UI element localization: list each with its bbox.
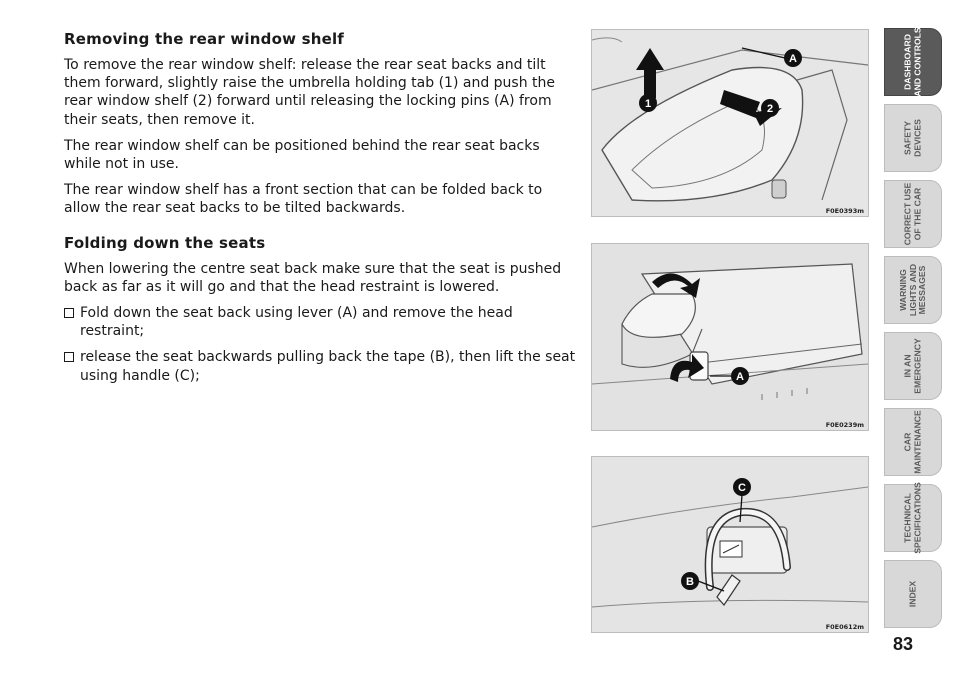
- paragraph: The rear window shelf has a front section that can be folded back to allow the rear seat backs to be tilted backwards.: [64, 182, 543, 217]
- callout-label: A: [736, 371, 744, 383]
- figure-code: F0E0393m: [825, 207, 864, 215]
- tab-technical-specifications[interactable]: TECHNICAL SPECIFICATIONS: [884, 484, 942, 552]
- figure-code: F0E0612m: [825, 623, 864, 631]
- seat-handle-illustration: [592, 457, 868, 632]
- callout-label: 1: [644, 98, 652, 110]
- figure-seat-handle: [591, 456, 869, 633]
- list-item: Fold down the seat back using lever (A) and remove the head restraint;: [64, 304, 579, 340]
- paragraph: The rear window shelf can be positioned behind the rear seat backs while not in use.: [64, 137, 540, 173]
- section-heading-rear-window-shelf: Removing the rear window shelf: [64, 30, 345, 48]
- tab-in-an-emergency[interactable]: IN AN EMERGENCY: [884, 332, 942, 400]
- figure-code: F0E0239m: [825, 421, 864, 429]
- paragraph: To remove the rear window shelf: release the rear seat backs and tilt them forward, slightly raise the umbrella holding tab (1) and push the rear window shelf (2) forward until releasing the locking pins (A) from their seats, then remove it.: [64, 57, 556, 128]
- list-item: release the seat backwards pulling back the tape (B), then lift the seat using handle (C);: [64, 348, 579, 384]
- tab-safety-devices[interactable]: SAFETY DEVICES: [884, 104, 942, 172]
- figure-rear-window-shelf: [591, 29, 869, 217]
- tab-dashboard-and-controls[interactable]: DASHBOARD AND CONTROLS: [884, 28, 942, 96]
- rear-window-shelf-illustration: [592, 30, 868, 216]
- main-text-column: [64, 30, 579, 393]
- tab-correct-use[interactable]: CORRECT USE OF THE CAR: [884, 180, 942, 248]
- callout-label: A: [789, 53, 797, 65]
- seat-back-fold-illustration: [592, 244, 868, 430]
- paragraph: When lowering the centre seat back make sure that the seat is pushed back as far as it will go and that the head restraint is lowered.: [64, 260, 562, 295]
- checkbox-bullet-icon: [64, 352, 74, 362]
- section-heading-folding-seats: Folding down the seats: [64, 233, 266, 252]
- page-number: 83: [893, 634, 914, 654]
- callout-label: C: [738, 482, 746, 494]
- figure-seat-back-fold: [591, 243, 869, 431]
- section-tabs: [884, 28, 944, 636]
- tab-car-maintenance[interactable]: CAR MAINTENANCE: [884, 408, 942, 476]
- callout-label: B: [686, 576, 694, 588]
- checkbox-bullet-icon: [64, 308, 74, 318]
- tab-index[interactable]: INDEX: [884, 560, 942, 628]
- tab-warning-lights[interactable]: WARNING LIGHTS AND MESSAGES: [884, 256, 942, 324]
- callout-label: 2: [766, 103, 774, 115]
